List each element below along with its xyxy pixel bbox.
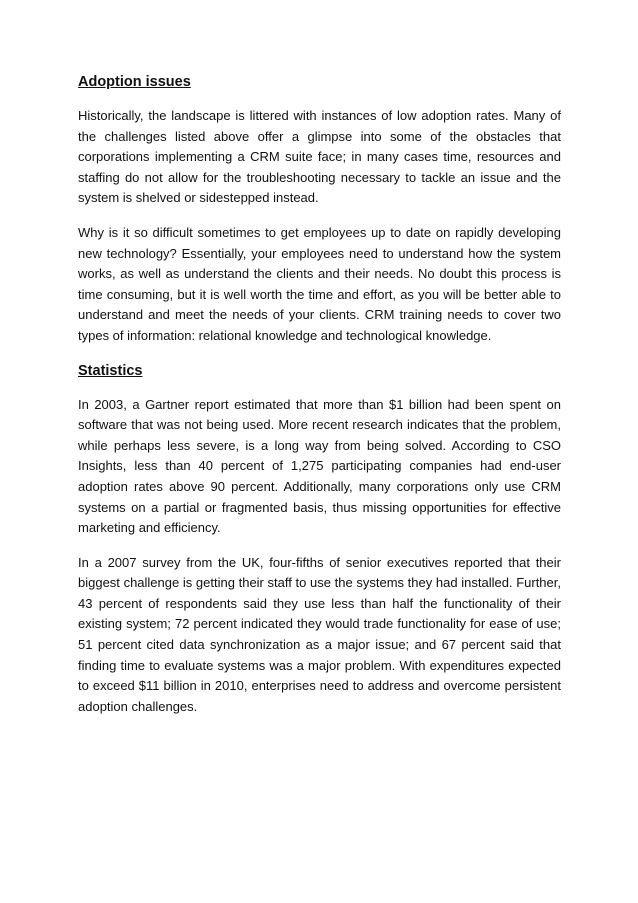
paragraph-statistics-uk-survey: In a 2007 survey from the UK, four-fifths of senior executives reported that their biggest challenge is getting their staff to use the systems they had installed. Further, 43 percent of respondents said they use less than half the functionality of their existing system; 72 percent indicated they would trade functionality for ease of use; 51 percent cited data synchronization as a major issue; and 67 percent said that finding time to evaluate systems was a major problem. With expenditures expected to exceed $11 billion in 2010, enterprises need to address and overcome persistent adoption challenges.	[78, 554, 561, 714]
heading-statistics: Statistics	[78, 362, 143, 379]
document-page	[78, 72, 561, 731]
paragraph-adoption-history: Historically, the landscape is littered with instances of low adoption rates. Many of the challenges listed above offer a glimpse into some of the obstacles that corporations implementing a CRM suite face; in many cases time, resources and staffing do not allow for the troubleshooting necessary to tackle an issue and the system is shelved or sidestepped instead.	[78, 108, 561, 206]
heading-adoption-issues: Adoption issues	[78, 74, 191, 90]
paragraph-statistics-gartner: In 2003, a Gartner report estimated that more than $1 billion had been spent on software that was not being used. More recent research indicates that the problem, while perhaps less severe, is a long way from being solved. According to CSO Insights, less than 40 percent of 1,275 participating companies had end-user adoption rates above 90 percent. Additionally, many corporations only use CRM systems on a partial or fragmented basis, thus missing opportunities for effective marketing and efficiency.	[78, 396, 561, 536]
paragraph-adoption-training: Why is it so difficult sometimes to get employees up to date on rapidly developing new technology? Essentially, your employees need to understand how the system works, as well as understand the clients and their needs. No doubt this process is time consuming, but it is well worth the time and effort, as you will be better able to understand and meet the needs of your clients. CRM training needs to cover two types of information: relational knowledge and technological knowledge.	[78, 224, 561, 343]
